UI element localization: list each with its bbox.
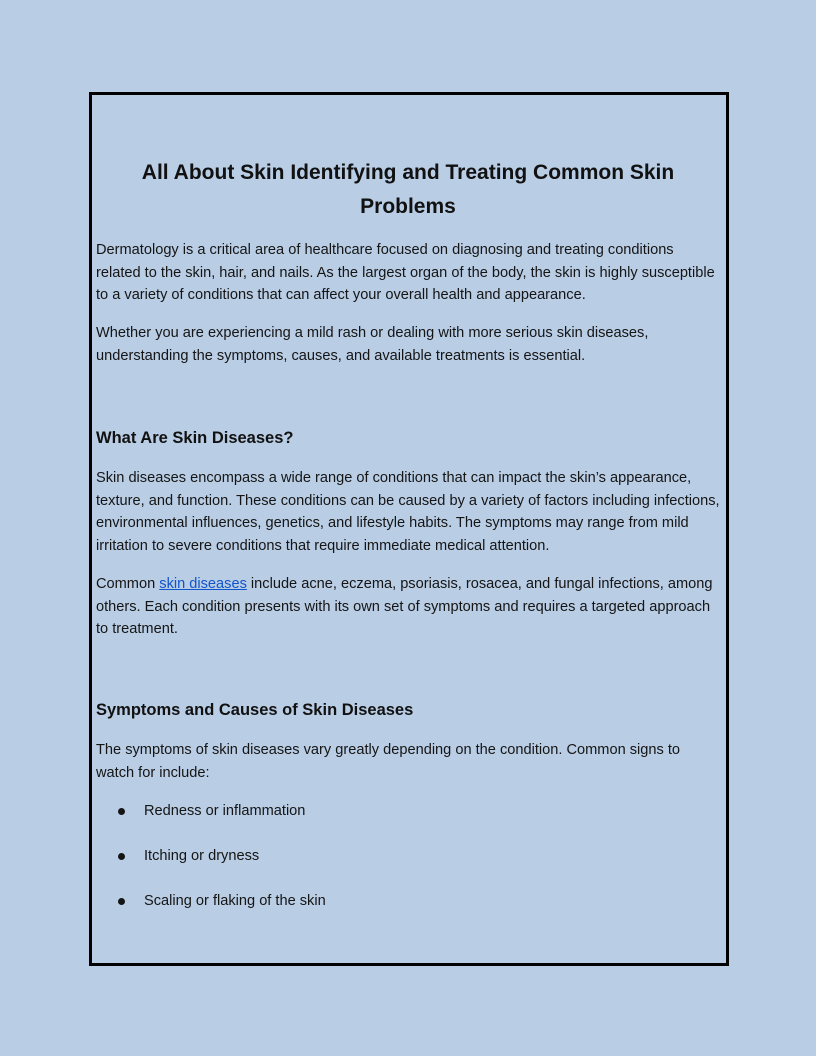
list-item: [118, 845, 259, 867]
bullet-icon: [118, 808, 125, 815]
section-heading-symptoms-and-causes: Symptoms and Causes of Skin Diseases: [96, 701, 414, 719]
document-title: All About Skin Identifying and Treating Common Skin Problems: [141, 161, 675, 218]
section-heading-what-are-skin-diseases: What Are Skin Diseases?: [96, 429, 294, 447]
list-item-text: Itching or dryness: [144, 848, 260, 864]
intro-paragraph-2: Whether you are experiencing a mild rash or dealing with more serious skin diseases, understanding the symptoms, causes, and available treatments is essential.: [96, 325, 649, 364]
bullet-icon: [118, 898, 125, 905]
section-2-paragraph-1: The symptoms of skin diseases vary greatly depending on the condition. Common signs to watch for include:: [96, 742, 681, 781]
list-item: [118, 800, 305, 822]
section-1-paragraph-1: Skin diseases encompass a wide range of conditions that can impact the skin’s appearance, texture, and function. These conditions can be caused by a variety of factors including infections, environmental influences, genetics, and lifestyle habits. The symptoms may range from mild irritation to severe conditions that require immediate medical attention.: [96, 470, 720, 554]
bullet-icon: [118, 853, 125, 860]
list-item-text: Redness or inflammation: [144, 803, 306, 819]
paragraph-text-after-link: include acne, eczema, psoriasis, rosacea, and fungal infections, among others. Each condition presents with its own set of symptoms and requires a targeted approach to treatment.: [96, 576, 713, 638]
paragraph-text-before-link: Common: [96, 576, 160, 592]
intro-paragraph-1: Dermatology is a critical area of healthcare focused on diagnosing and treating conditions related to the skin, hair, and nails. As the largest organ of the body, the skin is highly susceptible to a variety of conditions that can affect your overall health and appearance.: [96, 242, 715, 304]
section-1-paragraph-2: [96, 573, 722, 641]
list-item: [118, 890, 326, 912]
list-item-text: Scaling or flaking of the skin: [144, 893, 326, 909]
skin-diseases-link[interactable]: skin diseases: [159, 576, 247, 592]
